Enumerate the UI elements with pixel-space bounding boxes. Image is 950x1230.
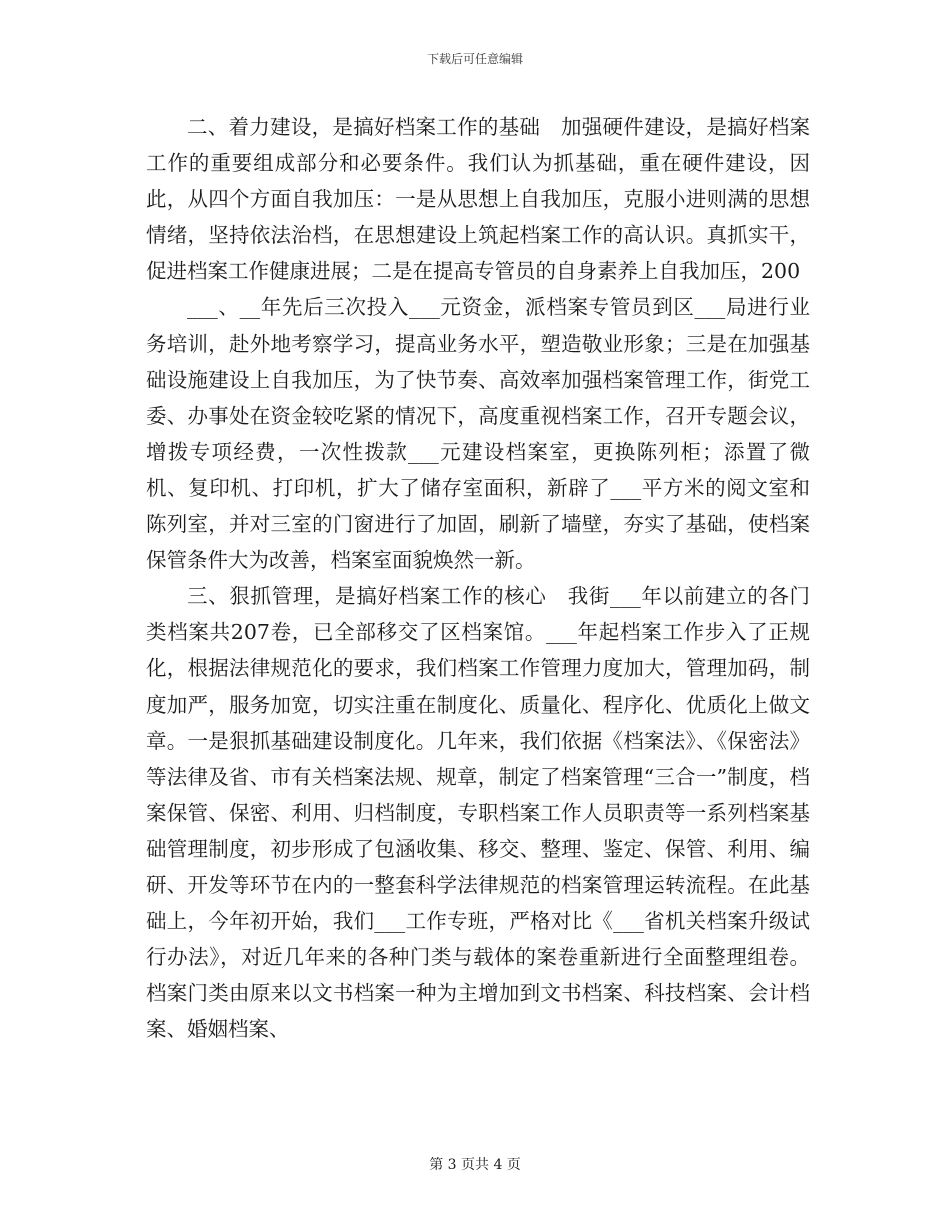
paragraph-management: 三、狠抓管理，是搞好档案工作的核心 我街___年以前建立的各门类档案共207卷，已全部移交了区档案馆。___年起档案工作步入了正规化，根据法律规范化的要求，我们档案工作管理力度加大，管理加码，制度加严，服务加宽，切实注重在制度化、质量化、程序化、优质化上做文章。一是狠抓基础建设制度化。几年来，我们依据《档案法》、《保密法》等法律及省、市有关档案法规、规章，制定了档案管理“三合一”制度，档案保管、保密、利用、归档制度，专职档案工作人员职责等一系列档案基础管理制度，初步形成了包涵收集、移交、整理、鉴定、保管、利用、编研、开发等环节在内的一整套科学法律规范的档案管理运转流程。在此基础上，今年初开始，我们___工作专班，严格对比《___省机关档案升级试行办法》，对近几年来的各种门类与载体的案卷重新进行全面整理组卷。档案门类由原来以文书档案一种为主增加到文书档案、科技档案、会计档案、婚姻档案、 xyxy=(146,584,810,1042)
paragraph-construction: 二、着力建设，是搞好档案工作的基础 加强硬件建设，是搞好档案工作的重要组成部分和必要条件。我们认为抓基础，重在硬件建设，因此，从四个方面自我加压：一是从思想上自我加压，克服小进则满的思想情绪，坚持依法治档，在思想建设上筑起档案工作的高认识。真抓实干，促进档案工作健康进展；二是在提高专管员的自身素养上自我加压，200 xyxy=(146,115,810,284)
paragraph-investment: ___、__年先后三次投入___元资金，派档案专管员到区___局进行业务培训，赴外地考察学习，提高业务水平，塑造敬业形象；三是在加强基础设施建设上自我加压，为了快节奏、高效率加强档案管理工作，街党工委、办事处在资金较吃紧的情况下，高度重视档案工作，召开专题会议，增拨专项经费，一次性拨款___元建设档案室，更换陈列柜；添置了微机、复印机、打印机，扩大了储存室面积，新辟了___平方米的阅文室和陈列室，并对三室的门窗进行了加固，刷新了墙壁，夯实了基础，使档案保管条件大为改善，档案室面貌焕然一新。 xyxy=(146,295,810,573)
page-number: 第 3 页共 4 页 xyxy=(429,1157,521,1173)
page-header-note: 下载后可任意编辑 xyxy=(426,52,523,66)
document-body xyxy=(146,109,810,1047)
